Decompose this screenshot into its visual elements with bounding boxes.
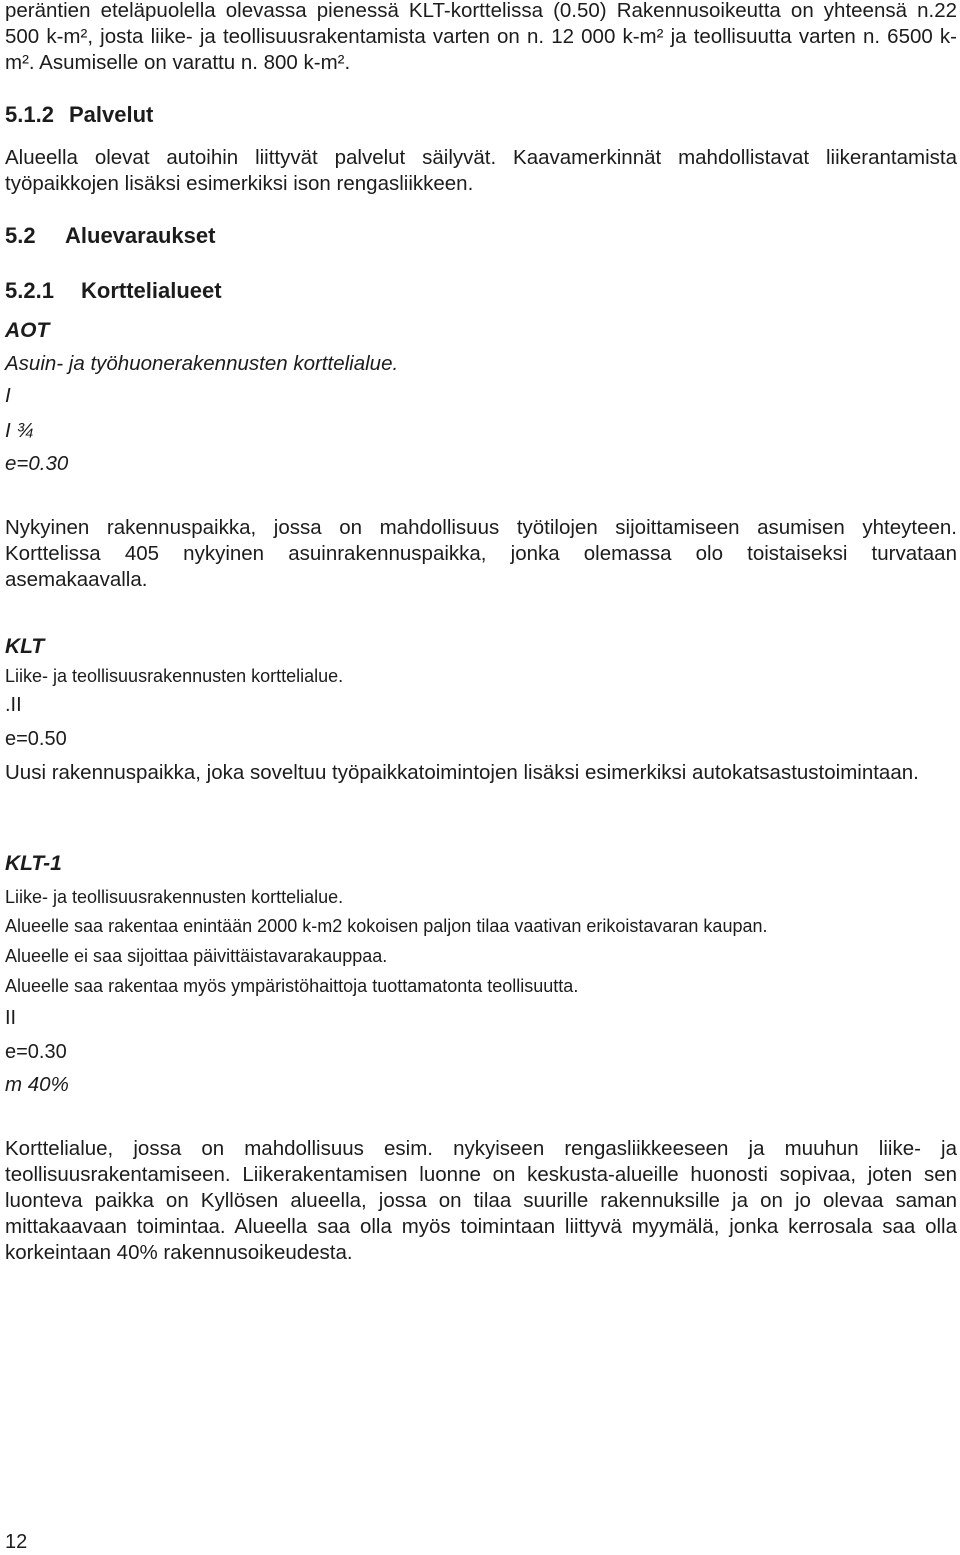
klt-code: KLT	[5, 635, 45, 658]
intro-paragraph: peräntien eteläpuolella olevassa pienessä KLT-korttelissa (0.50) Rakennusoikeutta on yhteensä n.22 500 k-m², josta liike- ja teollisuusrakentamista varten on n. 12 000 k-m² ja teollisuutta varten n. 6500 k-m². Asumiselle on varattu n. 800 k-m².	[5, 0, 957, 74]
klt1-description: Korttelialue, jossa on mahdollisuus esim. nykyiseen rengasliikkeeseen ja muuhun liike- ja teollisuusrakentamiseen. Liikerakentamisen luonne on keskusta-alueille huonosti sopivaa, joten sen luonteva paikka on Kyllösen alueella, jossa on tilaa suurille rakennuksille ja on jo olevaa saman mittakaavaan toimintaa. Alueella saa olla myös toimintaan liittyvä myymälä, jonka kerrosala saa olla korkeintaan 40% rakennusoikeudesta.	[5, 1137, 957, 1264]
klt1-mark-efficiency: e=0.30	[5, 1041, 67, 1063]
klt1-rule-1: Alueelle saa rakentaa enintään 2000 k-m2 kokoisen paljon tilaa vaativan erikoistavaran kaupan.	[5, 916, 768, 936]
aot-description: Nykyinen rakennuspaikka, jossa on mahdollisuus työtilojen sijoittamiseen asumisen yhteyteen. Korttelissa 405 nykyinen asuinrakennuspaikka, jonka olemassa olo toistaiseksi turvataan asemakaavalla.	[5, 516, 957, 591]
klt-description: Uusi rakennuspaikka, joka soveltuu työpaikkatoimintojen lisäksi esimerkiksi autokatsastustoimintaan.	[5, 761, 919, 784]
klt1-name: Liike- ja teollisuusrakennusten korttelialue.	[5, 887, 344, 907]
klt-name: Liike- ja teollisuusrakennusten korttelialue.	[5, 666, 344, 686]
section-number: 5.2.1	[5, 278, 54, 303]
section-5-2-1-heading	[5, 277, 957, 305]
klt1-rule-2: Alueelle ei saa sijoittaa päivittäistavarakauppaa.	[5, 946, 388, 966]
aot-code: AOT	[5, 319, 50, 342]
klt-mark-floors: .II	[5, 694, 22, 716]
aot-mark-floors-fraction: I ¾	[5, 419, 34, 442]
section-title: Korttelialueet	[81, 278, 222, 303]
section-title: Aluevaraukset	[65, 223, 216, 248]
klt1-mark-floors: II	[5, 1007, 17, 1029]
section-number: 5.2	[5, 223, 36, 248]
page-number: 12	[5, 1531, 28, 1553]
section-5-2-heading	[5, 222, 957, 250]
aot-mark-floors: I	[5, 384, 11, 407]
klt1-mark-retail-share: m 40%	[5, 1073, 69, 1096]
section-5-1-2-heading	[5, 101, 957, 129]
klt1-rule-3: Alueelle saa rakentaa myös ympäristöhaittoja tuottamatonta teollisuutta.	[5, 976, 579, 996]
section-title: Palvelut	[69, 102, 154, 127]
section-5-1-2-paragraph: Alueella olevat autoihin liittyvät palvelut säilyvät. Kaavamerkinnät mahdollistavat liikerantamista työpaikkojen lisäksi esimerkiksi ison rengasliikkeen.	[5, 146, 957, 195]
klt1-code: KLT-1	[5, 852, 62, 875]
klt-mark-efficiency: e=0.50	[5, 728, 67, 750]
aot-name: Asuin- ja työhuonerakennusten korttelialue.	[5, 352, 399, 375]
section-number: 5.1.2	[5, 102, 54, 127]
aot-mark-efficiency: e=0.30	[5, 452, 69, 475]
